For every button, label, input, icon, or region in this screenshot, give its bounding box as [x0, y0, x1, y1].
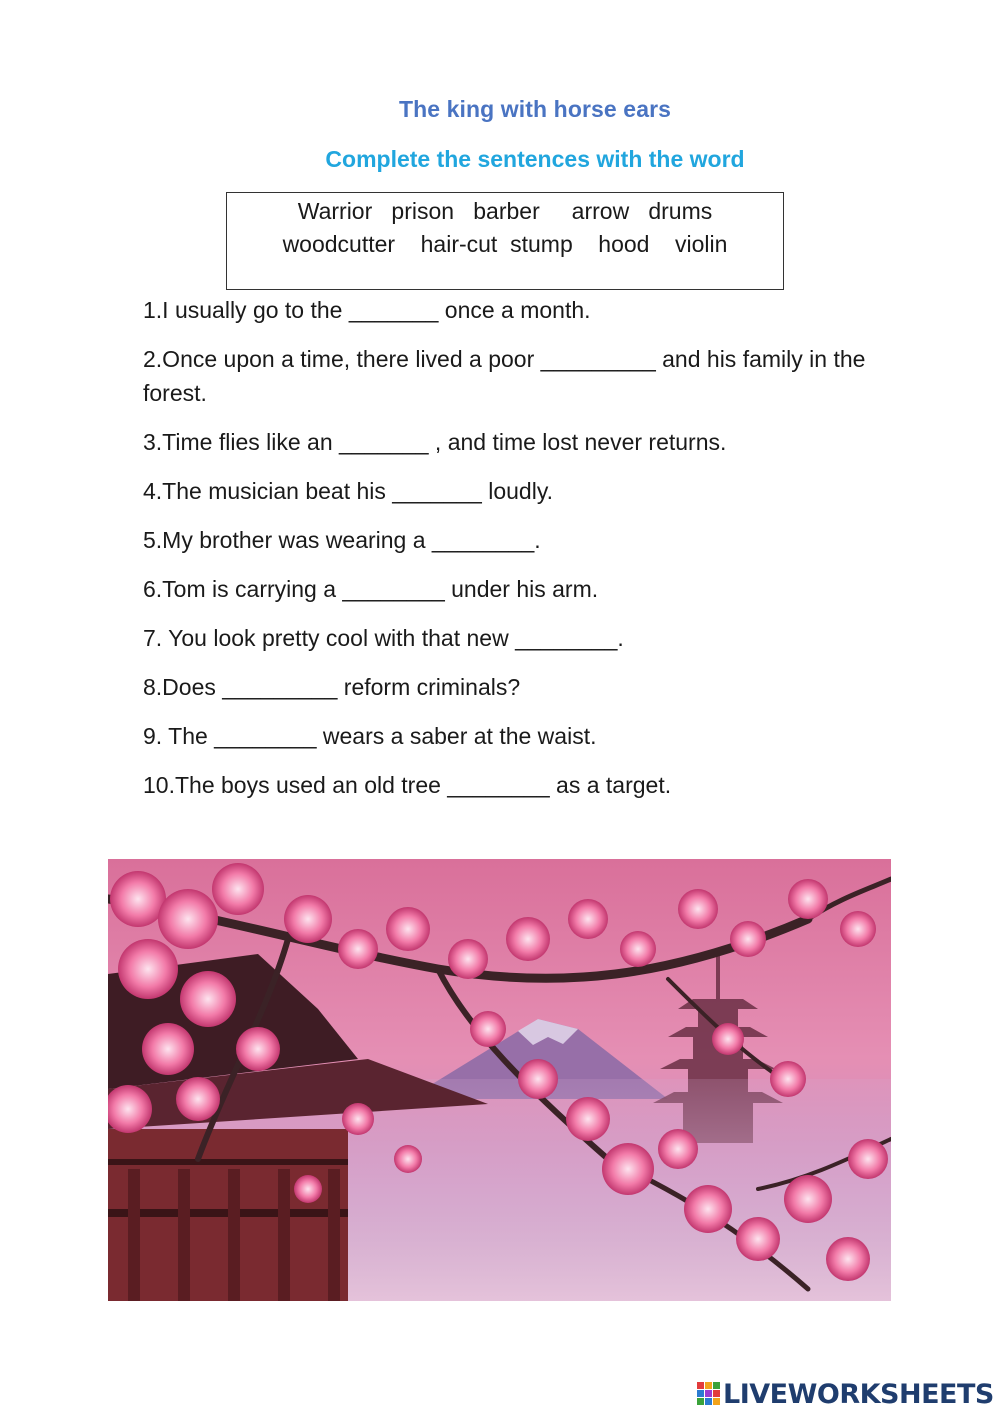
question-2[interactable]: 2.Once upon a time, there lived a poor _________ and his family in the forest.: [143, 346, 866, 406]
word-bank-row-1: Warrior prison barber arrow drums: [297, 198, 713, 224]
question-3[interactable]: 3.Time flies like an _______ , and time lost never returns.: [143, 429, 727, 455]
question-4[interactable]: 4.The musician beat his _______ loudly.: [143, 478, 554, 504]
word-bank: [226, 192, 784, 290]
question-9[interactable]: 9. The ________ wears a saber at the waist.: [143, 723, 597, 749]
logo-text: LIVEWORKSHEETS: [723, 1378, 994, 1410]
word-bank-row-2: woodcutter hair-cut stump hood violin: [282, 231, 728, 257]
liveworksheets-logo-icon: [697, 1382, 721, 1406]
instructions: Complete the sentences with the word: [325, 146, 745, 172]
worksheet-title: The king with horse ears: [398, 96, 672, 122]
question-5[interactable]: 5.My brother was wearing a ________.: [143, 527, 541, 553]
question-10[interactable]: 10.The boys used an old tree ________ as a target.: [143, 772, 672, 798]
cherry-blossom-illustration: [108, 859, 891, 1301]
liveworksheets-logo[interactable]: [697, 1376, 994, 1412]
question-6[interactable]: 6.Tom is carrying a ________ under his arm.: [143, 576, 599, 602]
question-7[interactable]: 7. You look pretty cool with that new ________.: [143, 625, 624, 651]
question-1[interactable]: 1.I usually go to the _______ once a month.: [143, 297, 591, 323]
question-8[interactable]: 8.Does _________ reform criminals?: [143, 674, 521, 700]
